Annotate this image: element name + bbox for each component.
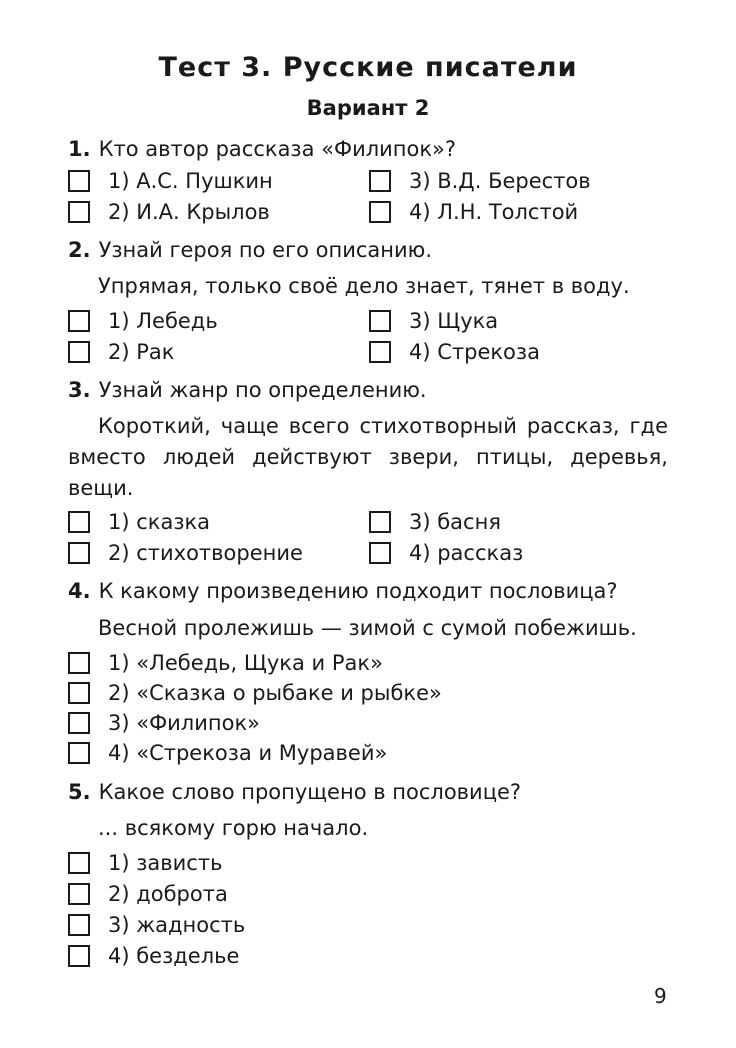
option-label: 2) доброта — [108, 882, 228, 906]
option-label: 3) В.Д. Берестов — [409, 169, 591, 193]
checkbox[interactable] — [369, 542, 391, 564]
checkbox[interactable] — [68, 712, 90, 734]
option-label: 4) «Стрекоза и Муравей» — [108, 741, 388, 765]
question-text: К какому произведению подходит пословица? — [98, 579, 618, 603]
question-number: 5. — [68, 780, 91, 804]
option-label: 2) И.А. Крылов — [108, 200, 270, 224]
question-5-proverb: ... всякому горю начало. — [98, 816, 369, 840]
checkbox[interactable] — [369, 341, 391, 363]
checkbox[interactable] — [68, 542, 90, 564]
question-5 — [68, 780, 521, 804]
option-label: 3) Щука — [409, 309, 499, 333]
option-label: 1) «Лебедь, Щука и Рак» — [108, 651, 383, 675]
checkbox[interactable] — [68, 170, 90, 192]
question-number: 2. — [68, 238, 91, 262]
question-3-definition: Короткий, чаще всего стихотворный рассказ, где вместо людей действуют звери, птицы, деревья, вещи. — [68, 414, 668, 500]
checkbox[interactable] — [68, 945, 90, 967]
question-text: Какое слово пропущено в пословице? — [98, 780, 522, 804]
question-number: 3. — [68, 378, 91, 402]
checkbox[interactable] — [68, 652, 90, 674]
option-label: 2) стихотворение — [108, 541, 303, 565]
option-label: 4) Стрекоза — [409, 340, 540, 364]
checkbox[interactable] — [68, 852, 90, 874]
checkbox[interactable] — [68, 201, 90, 223]
question-2-description: Упрямая, только своё дело знает, тянет в воду. — [98, 274, 630, 298]
question-number: 4. — [68, 579, 91, 603]
question-text: Узнай жанр по определению. — [98, 378, 427, 402]
option-label: 2) Рак — [108, 340, 175, 364]
checkbox[interactable] — [68, 742, 90, 764]
checkbox[interactable] — [68, 883, 90, 905]
option-label: 4) Л.Н. Толстой — [409, 200, 579, 224]
checkbox[interactable] — [68, 511, 90, 533]
page-number: 9 — [654, 984, 667, 1008]
checkbox[interactable] — [68, 310, 90, 332]
checkbox[interactable] — [369, 170, 391, 192]
option-label: 1) зависть — [108, 851, 223, 875]
question-1 — [68, 137, 456, 161]
option-label: 3) басня — [409, 510, 501, 534]
question-2 — [68, 238, 432, 262]
option-label: 1) сказка — [108, 510, 211, 534]
question-4 — [68, 579, 618, 603]
option-label: 3) «Филипок» — [108, 711, 260, 735]
checkbox[interactable] — [68, 341, 90, 363]
option-label: 3) жадность — [108, 913, 246, 937]
checkbox[interactable] — [68, 914, 90, 936]
page-title: Тест 3. Русские писатели — [158, 52, 578, 83]
question-text: Кто автор рассказа «Филипок»? — [98, 137, 457, 161]
question-3 — [68, 378, 427, 402]
checkbox[interactable] — [68, 682, 90, 704]
question-4-proverb: Весной пролежишь — зимой с сумой побежишь. — [98, 616, 637, 640]
option-label: 1) Лебедь — [108, 309, 218, 333]
option-label: 2) «Сказка о рыбаке и рыбке» — [108, 681, 442, 705]
variant-heading: Вариант 2 — [306, 96, 430, 120]
checkbox[interactable] — [369, 511, 391, 533]
option-label: 1) А.С. Пушкин — [108, 169, 273, 193]
question-text: Узнай героя по его описанию. — [98, 238, 433, 262]
option-label: 4) безделье — [108, 944, 240, 968]
checkbox[interactable] — [369, 201, 391, 223]
option-label: 4) рассказ — [409, 541, 524, 565]
question-number: 1. — [68, 137, 91, 161]
checkbox[interactable] — [369, 310, 391, 332]
